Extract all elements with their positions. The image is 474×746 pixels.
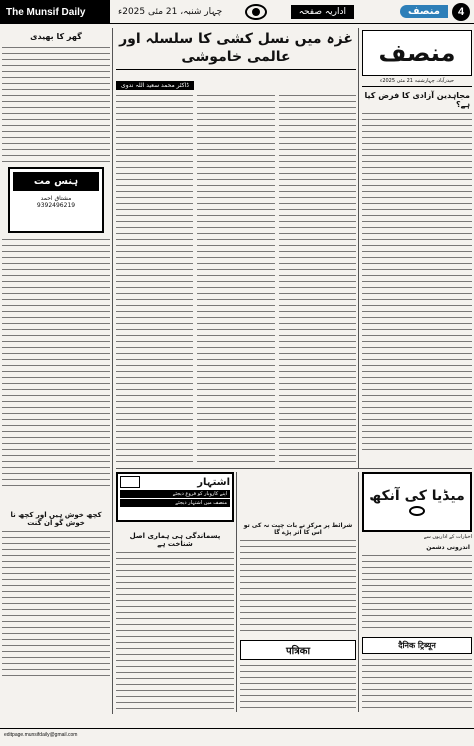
editorial-masthead — [362, 30, 472, 76]
rule — [112, 28, 113, 714]
page-number: 4 — [452, 3, 470, 21]
footer-email: editpage.munsifdaily@gmail.com — [4, 732, 78, 738]
ad-top — [120, 476, 230, 488]
article-column — [279, 93, 356, 466]
article-column — [197, 93, 274, 466]
rule — [358, 472, 359, 712]
media-item-title: اندرونی دشمن — [426, 544, 470, 551]
advertisement-box — [116, 472, 234, 522]
rule — [116, 468, 472, 469]
envelope-icon — [120, 476, 140, 488]
left-column-title: گھر کا بھیدی — [30, 32, 82, 41]
tribune-text — [362, 657, 472, 712]
columnist-box — [8, 167, 104, 233]
section-label: اداریہ صفحہ — [291, 5, 354, 19]
main-headline: غزہ میں نسل کشی کا سلسلہ اور عالمی خاموشی — [116, 30, 356, 70]
editorial-column — [362, 30, 472, 466]
left-lower-title: کچھ خوش ہیں اور کچھ نا خوش گو ان گنت — [10, 511, 102, 527]
footer-rule — [0, 728, 474, 729]
editorial-text — [362, 111, 472, 451]
main-article — [116, 30, 356, 466]
header-mid — [110, 0, 362, 24]
ad-line-2: منصف میں اشتہار دیجئے — [120, 499, 230, 507]
main-article-columns — [116, 93, 356, 466]
header-logo: منصف — [400, 5, 448, 18]
editorial-title: مجاہدین آزادی کا فرض کیا ہے؟ — [364, 91, 470, 109]
left-text-block-3 — [2, 529, 110, 679]
bottom-article-text — [116, 550, 234, 710]
media-caption: اخبارات کے اداریوں سے — [423, 534, 472, 540]
page-header — [0, 0, 474, 24]
left-text-block-1 — [2, 45, 110, 163]
ad-and-article — [116, 472, 234, 712]
media-title: میڈیا کی آنکھ — [369, 488, 465, 504]
ad-line-1: اپنے کاروبار کو فروغ دیجئے — [120, 490, 230, 498]
editorial-logo: منصف — [378, 39, 456, 67]
media-logo-box — [362, 472, 472, 532]
eye-icon — [245, 4, 267, 20]
columnist-name: مشتاق احمد — [40, 195, 72, 202]
ad-title: اشتہار — [197, 476, 230, 488]
rule — [358, 28, 359, 468]
paper-name: The Munsif Daily — [0, 0, 110, 24]
patrika-label: पत्रिका — [240, 640, 356, 660]
bottom-right-title: شرائط پر مرکز نے بات چیت نہ کی تو اس کا اثر پڑے گا — [243, 522, 353, 536]
columnist-phone: 9392496219 — [36, 202, 76, 209]
left-column — [2, 30, 110, 710]
bottom-article-title: پسماندگی ہی ہماری اصل شناخت ہے — [129, 532, 221, 548]
bottom-right-article — [240, 520, 356, 710]
header-right — [362, 0, 474, 24]
patrika-text — [240, 663, 356, 710]
eye-icon — [409, 506, 425, 516]
bottom-right-text — [240, 538, 356, 634]
issue-date: چہار شنبہ، 21 مئی 2025ء — [118, 6, 223, 17]
article-column — [116, 93, 193, 466]
editorial-meta: حیدرآباد، چہارشنبہ 21 مئی 2025ء — [362, 78, 472, 87]
byline: ڈاکٹر محمد سعید اللہ ندوی — [116, 81, 194, 90]
left-text-block-2 — [2, 237, 110, 491]
columnist-box-title: ہنس مت — [13, 172, 99, 191]
tribune-label: दैनिक ट्रिब्यून — [362, 637, 472, 654]
byline-row — [116, 70, 356, 93]
media-item-text — [362, 553, 472, 633]
media-column — [362, 472, 472, 712]
rule — [236, 472, 237, 712]
